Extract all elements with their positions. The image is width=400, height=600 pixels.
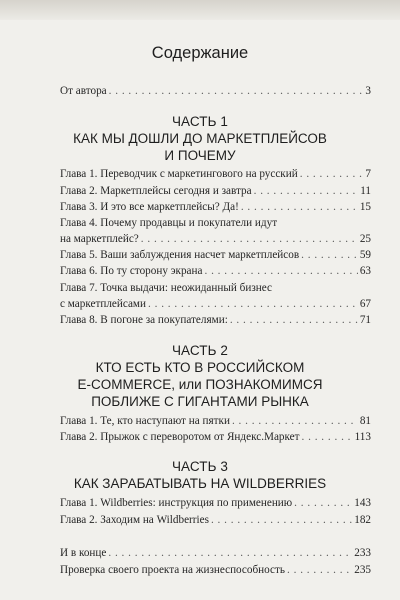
- toc-entry-page: 11: [360, 185, 371, 197]
- toc-entry-page: 143: [354, 497, 371, 509]
- toc-entry-title: Глава 7. Точка выдачи: неожиданный бизнес: [60, 282, 272, 294]
- toc-entry-part1-ch7[interactable]: [60, 281, 371, 311]
- toc-entry-page: 3: [365, 85, 371, 97]
- toc-entry-page: 81: [359, 415, 371, 427]
- toc-entry-title: От автора: [60, 85, 107, 97]
- leader-dots: [108, 546, 352, 560]
- leader-dots: [141, 232, 358, 246]
- toc-entry-title: Глава 2. Маркетплейсы сегодня и завтра: [60, 185, 252, 197]
- toc-entry-page: 63: [359, 265, 371, 277]
- part-2-title-line1: КТО ЕСТЬ КТО В РОССИЙСКОМ: [95, 360, 305, 375]
- toc-entry-page: 113: [354, 431, 371, 443]
- part-2-title-line2: E-COMMERCE, или ПОЗНАКОМИМСЯ: [77, 377, 323, 392]
- leader-dots: [211, 513, 352, 527]
- toc-entry-title: Глава 8. В погоне за покупателями:: [60, 314, 228, 326]
- leader-dots: [302, 430, 353, 444]
- toc-entry-page: 182: [354, 514, 371, 526]
- part-1-label: ЧАСТЬ 1: [171, 114, 229, 129]
- toc-entry-page: 235: [354, 564, 371, 576]
- leader-dots: [287, 563, 352, 577]
- part-1-title-line1: КАК МЫ ДОШЛИ ДО МАРКЕТПЛЕЙСОВ: [73, 131, 327, 146]
- toc-entry-title: Глава 2. Прыжок с переворотом от Яндекс.Маркет: [60, 431, 300, 443]
- leader-dots: [109, 84, 364, 98]
- toc-entry-part2-ch2[interactable]: [60, 430, 371, 444]
- toc-entry-page: 15: [359, 201, 371, 213]
- toc-entry-title: Глава 1. Переводчик с маркетингового на русский: [60, 168, 298, 180]
- toc-entry-part1-ch5[interactable]: [60, 248, 371, 262]
- toc-entry-title: Глава 4. Почему продавцы и покупатели идут: [60, 217, 278, 229]
- toc-entry-page: 67: [359, 298, 371, 310]
- toc-entry-preface[interactable]: [60, 84, 371, 98]
- toc-entry-part1-ch6[interactable]: [60, 264, 371, 278]
- leader-dots: [204, 264, 357, 278]
- part-3-title-line1: КАК ЗАРАБАТЫВАТЬ НА WILDBERRIES: [73, 476, 327, 491]
- toc-entry-title: Глава 3. И это все маркетплейсы? Да!: [60, 201, 239, 213]
- toc-entry-part1-ch1[interactable]: [60, 167, 371, 181]
- toc-entry-part3-ch2[interactable]: [60, 513, 371, 527]
- toc-entry-title: Глава 6. По ту сторону экрана: [60, 265, 203, 277]
- toc-entry-ending[interactable]: [60, 546, 371, 560]
- leader-dots: [254, 184, 359, 198]
- toc-entry-part1-ch3[interactable]: [60, 200, 371, 214]
- toc-entry-title-cont: на маркетплейс?: [60, 233, 139, 245]
- leader-dots: [148, 297, 358, 311]
- part-2-title-line3: ПОБЛИЖЕ С ГИГАНТАМИ РЫНКА: [91, 394, 309, 409]
- toc-entry-page: 25: [359, 233, 371, 245]
- toc-entry-title: Глава 1. Те, кто наступают на пятки: [60, 415, 230, 427]
- toc-entry-part2-ch1[interactable]: [60, 414, 371, 428]
- leader-dots: [241, 200, 358, 214]
- toc-entry-title: Глава 2. Заходим на Wildberries: [60, 514, 209, 526]
- toc-entry-title-cont: с маркетплейсами: [60, 298, 146, 310]
- toc-entry-part3-ch1[interactable]: [60, 496, 371, 510]
- toc-entry-title: Проверка своего проекта на жизнеспособность: [60, 564, 286, 576]
- leader-dots: [301, 248, 358, 262]
- page-title: Содержание: [151, 44, 249, 62]
- toc-entry-project-check[interactable]: [60, 563, 371, 577]
- part-1-title-line2: И ПОЧЕМУ: [164, 148, 236, 163]
- toc-entry-page: 7: [365, 168, 371, 180]
- toc-entry-page: 59: [359, 249, 371, 261]
- leader-dots: [232, 414, 358, 428]
- leader-dots: [294, 496, 352, 510]
- leader-dots: [230, 313, 358, 327]
- toc-entry-title: Глава 5. Ваши заблуждения насчет маркетплейсов: [60, 249, 300, 261]
- toc-entry-part1-ch8[interactable]: [60, 313, 371, 327]
- toc-entry-page: 71: [359, 314, 371, 326]
- toc-entry-title: И в конце: [60, 547, 107, 559]
- leader-dots: [300, 167, 364, 181]
- part-2-label: ЧАСТЬ 2: [171, 343, 229, 358]
- toc-entry-part1-ch4[interactable]: [60, 216, 371, 246]
- part-3-label: ЧАСТЬ 3: [171, 459, 229, 474]
- toc-entry-part1-ch2[interactable]: [60, 184, 371, 198]
- toc-entry-page: 233: [354, 547, 371, 559]
- toc-entry-title: Глава 1. Wildberries: инструкция по применению: [60, 497, 293, 509]
